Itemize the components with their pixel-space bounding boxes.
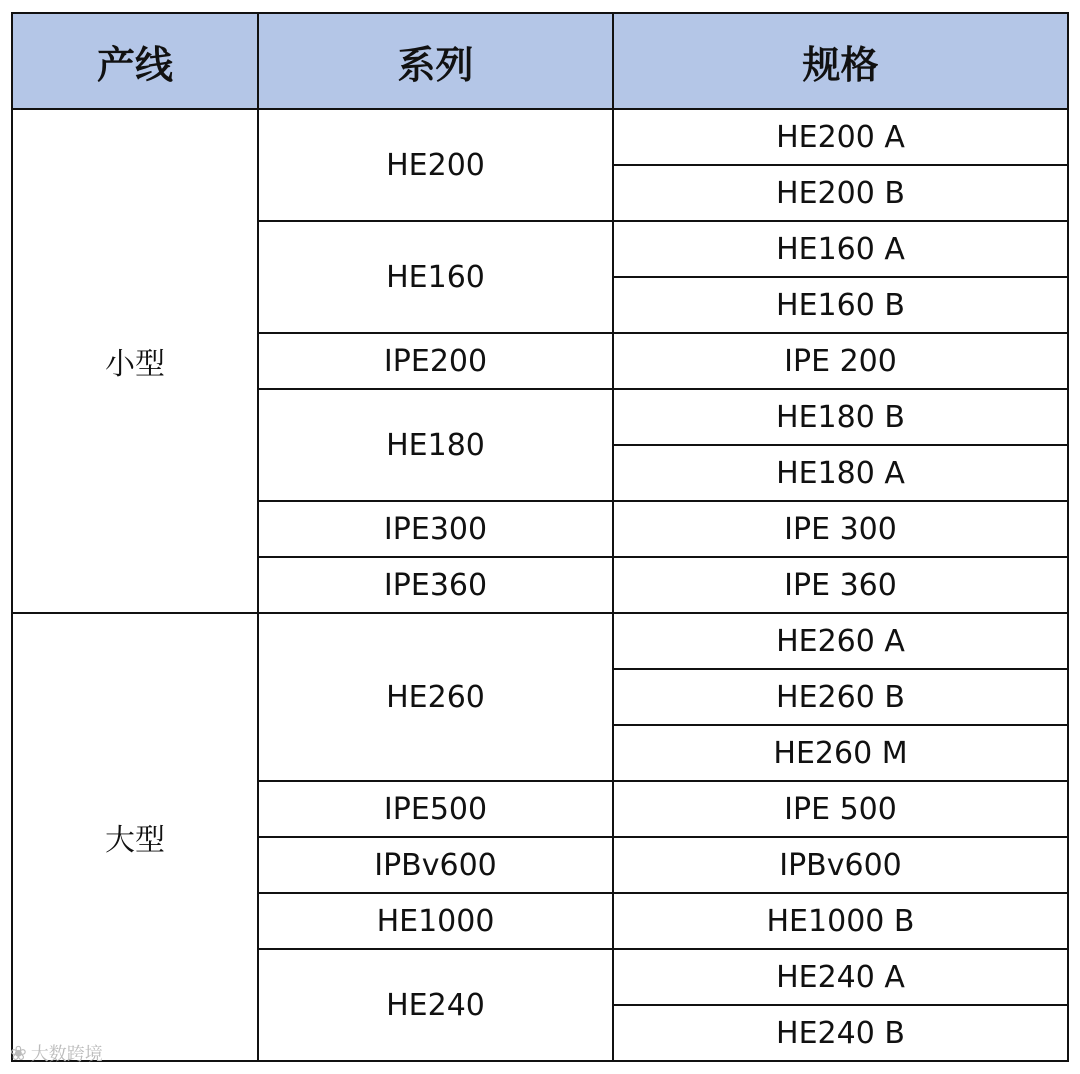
cell-spec: IPE 360 bbox=[613, 557, 1068, 613]
cell-series: HE240 bbox=[258, 949, 613, 1061]
table-body bbox=[12, 109, 1068, 1061]
watermark bbox=[10, 1040, 103, 1066]
cell-spec: HE240 B bbox=[613, 1005, 1068, 1061]
cell-spec: IPE 300 bbox=[613, 501, 1068, 557]
cell-line: 小型 bbox=[12, 109, 258, 613]
product-spec-table bbox=[11, 12, 1069, 1062]
cell-series: IPE300 bbox=[258, 501, 613, 557]
cell-spec: HE260 B bbox=[613, 669, 1068, 725]
cell-series: IPBv600 bbox=[258, 837, 613, 893]
cell-spec: HE160 A bbox=[613, 221, 1068, 277]
cell-series: IPE500 bbox=[258, 781, 613, 837]
table-row bbox=[12, 613, 1068, 669]
header-spec: 规格 bbox=[613, 13, 1068, 109]
header-row bbox=[12, 13, 1068, 109]
cell-series: HE160 bbox=[258, 221, 613, 333]
cell-spec: HE260 M bbox=[613, 725, 1068, 781]
cell-series: IPE360 bbox=[258, 557, 613, 613]
cell-series: IPE200 bbox=[258, 333, 613, 389]
cell-spec: IPE 500 bbox=[613, 781, 1068, 837]
cell-spec: HE240 A bbox=[613, 949, 1068, 1005]
header-line: 产线 bbox=[12, 13, 258, 109]
watermark-text: 大数跨境 bbox=[30, 1044, 103, 1065]
cell-series: HE260 bbox=[258, 613, 613, 781]
table-row bbox=[12, 109, 1068, 165]
cell-series: HE1000 bbox=[258, 893, 613, 949]
cell-spec: HE200 A bbox=[613, 109, 1068, 165]
cell-spec: HE260 A bbox=[613, 613, 1068, 669]
cell-spec: HE180 A bbox=[613, 445, 1068, 501]
cell-series: HE180 bbox=[258, 389, 613, 501]
weibo-logo-icon: ❀ bbox=[10, 1041, 27, 1065]
cell-line: 大型 bbox=[12, 613, 258, 1061]
cell-spec: HE180 B bbox=[613, 389, 1068, 445]
cell-spec: HE200 B bbox=[613, 165, 1068, 221]
cell-spec: IPE 200 bbox=[613, 333, 1068, 389]
cell-spec: HE1000 B bbox=[613, 893, 1068, 949]
cell-series: HE200 bbox=[258, 109, 613, 221]
cell-spec: IPBv600 bbox=[613, 837, 1068, 893]
cell-spec: HE160 B bbox=[613, 277, 1068, 333]
header-series: 系列 bbox=[258, 13, 613, 109]
